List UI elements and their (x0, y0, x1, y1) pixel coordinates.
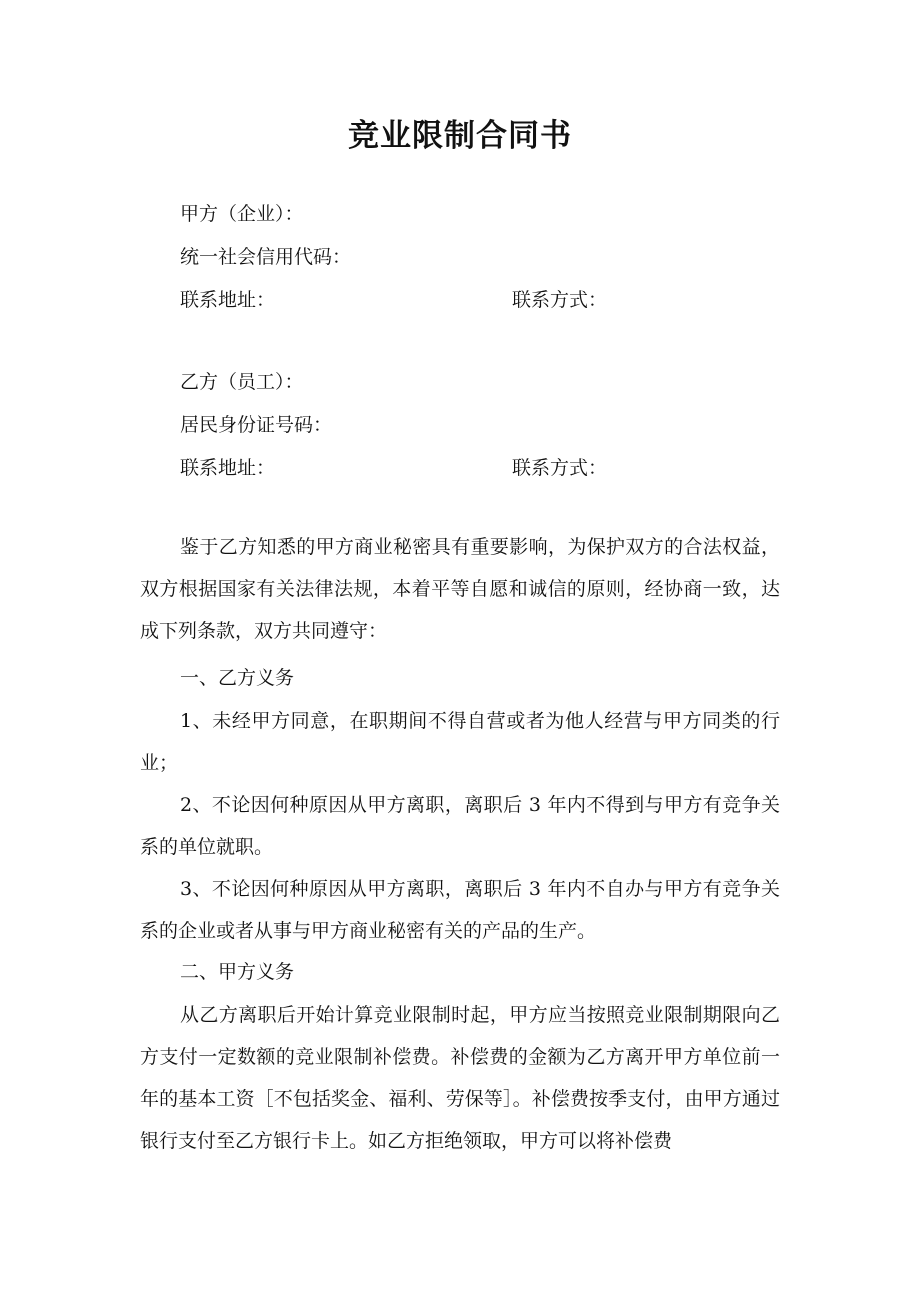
party-b-contact-label: 联系方式： (512, 457, 608, 479)
section-1-item-3: 3、不论因何种原因从甲方离职，离职后 3 年内不自办与甲方有竞争关系的企业或者从事与甲方商业秘密有关的产品的生产。 (140, 878, 780, 942)
party-a-address-label: 联系地址： (180, 289, 276, 311)
section-1-item-2: 2、不论因何种原因从甲方离职，离职后 3 年内不得到与甲方有竞争关系的单位就职。 (140, 794, 780, 858)
document-title: 竞业限制合同书 (348, 118, 572, 154)
section-1-item-1: 1、未经甲方同意，在职期间不得自营或者为他人经营与甲方同类的行业； (140, 710, 780, 774)
preamble-paragraph: 鉴于乙方知悉的甲方商业秘密具有重要影响，为保护双方的合法权益，双方根据国家有关法律法规，本着平等自愿和诚信的原则，经协商一致，达成下列条款，双方共同遵守： (140, 536, 780, 642)
party-b-id-label: 居民身份证号码： (180, 414, 333, 436)
party-a-credit-code-label: 统一社会信用代码： (180, 246, 352, 268)
section-2-paragraph: 从乙方离职后开始计算竞业限制时起，甲方应当按照竞业限制期限向乙方支付一定数额的竞业限制补偿费。补偿费的金额为乙方离开甲方单位前一年的基本工资［不包括奖金、福利、劳保等］。补偿费按季支付，由甲方通过银行支付至乙方银行卡上。如乙方拒绝领取，甲方可以将补偿费 (140, 1004, 780, 1152)
party-b-address-label: 联系地址： (180, 457, 276, 479)
party-a-label: 甲方（企业）： (180, 203, 304, 225)
section-2-heading: 二、甲方义务 (180, 961, 295, 983)
party-b-label: 乙方（员工）： (180, 371, 304, 393)
party-a-contact-label: 联系方式： (512, 289, 608, 311)
section-1-heading: 一、乙方义务 (180, 667, 295, 689)
